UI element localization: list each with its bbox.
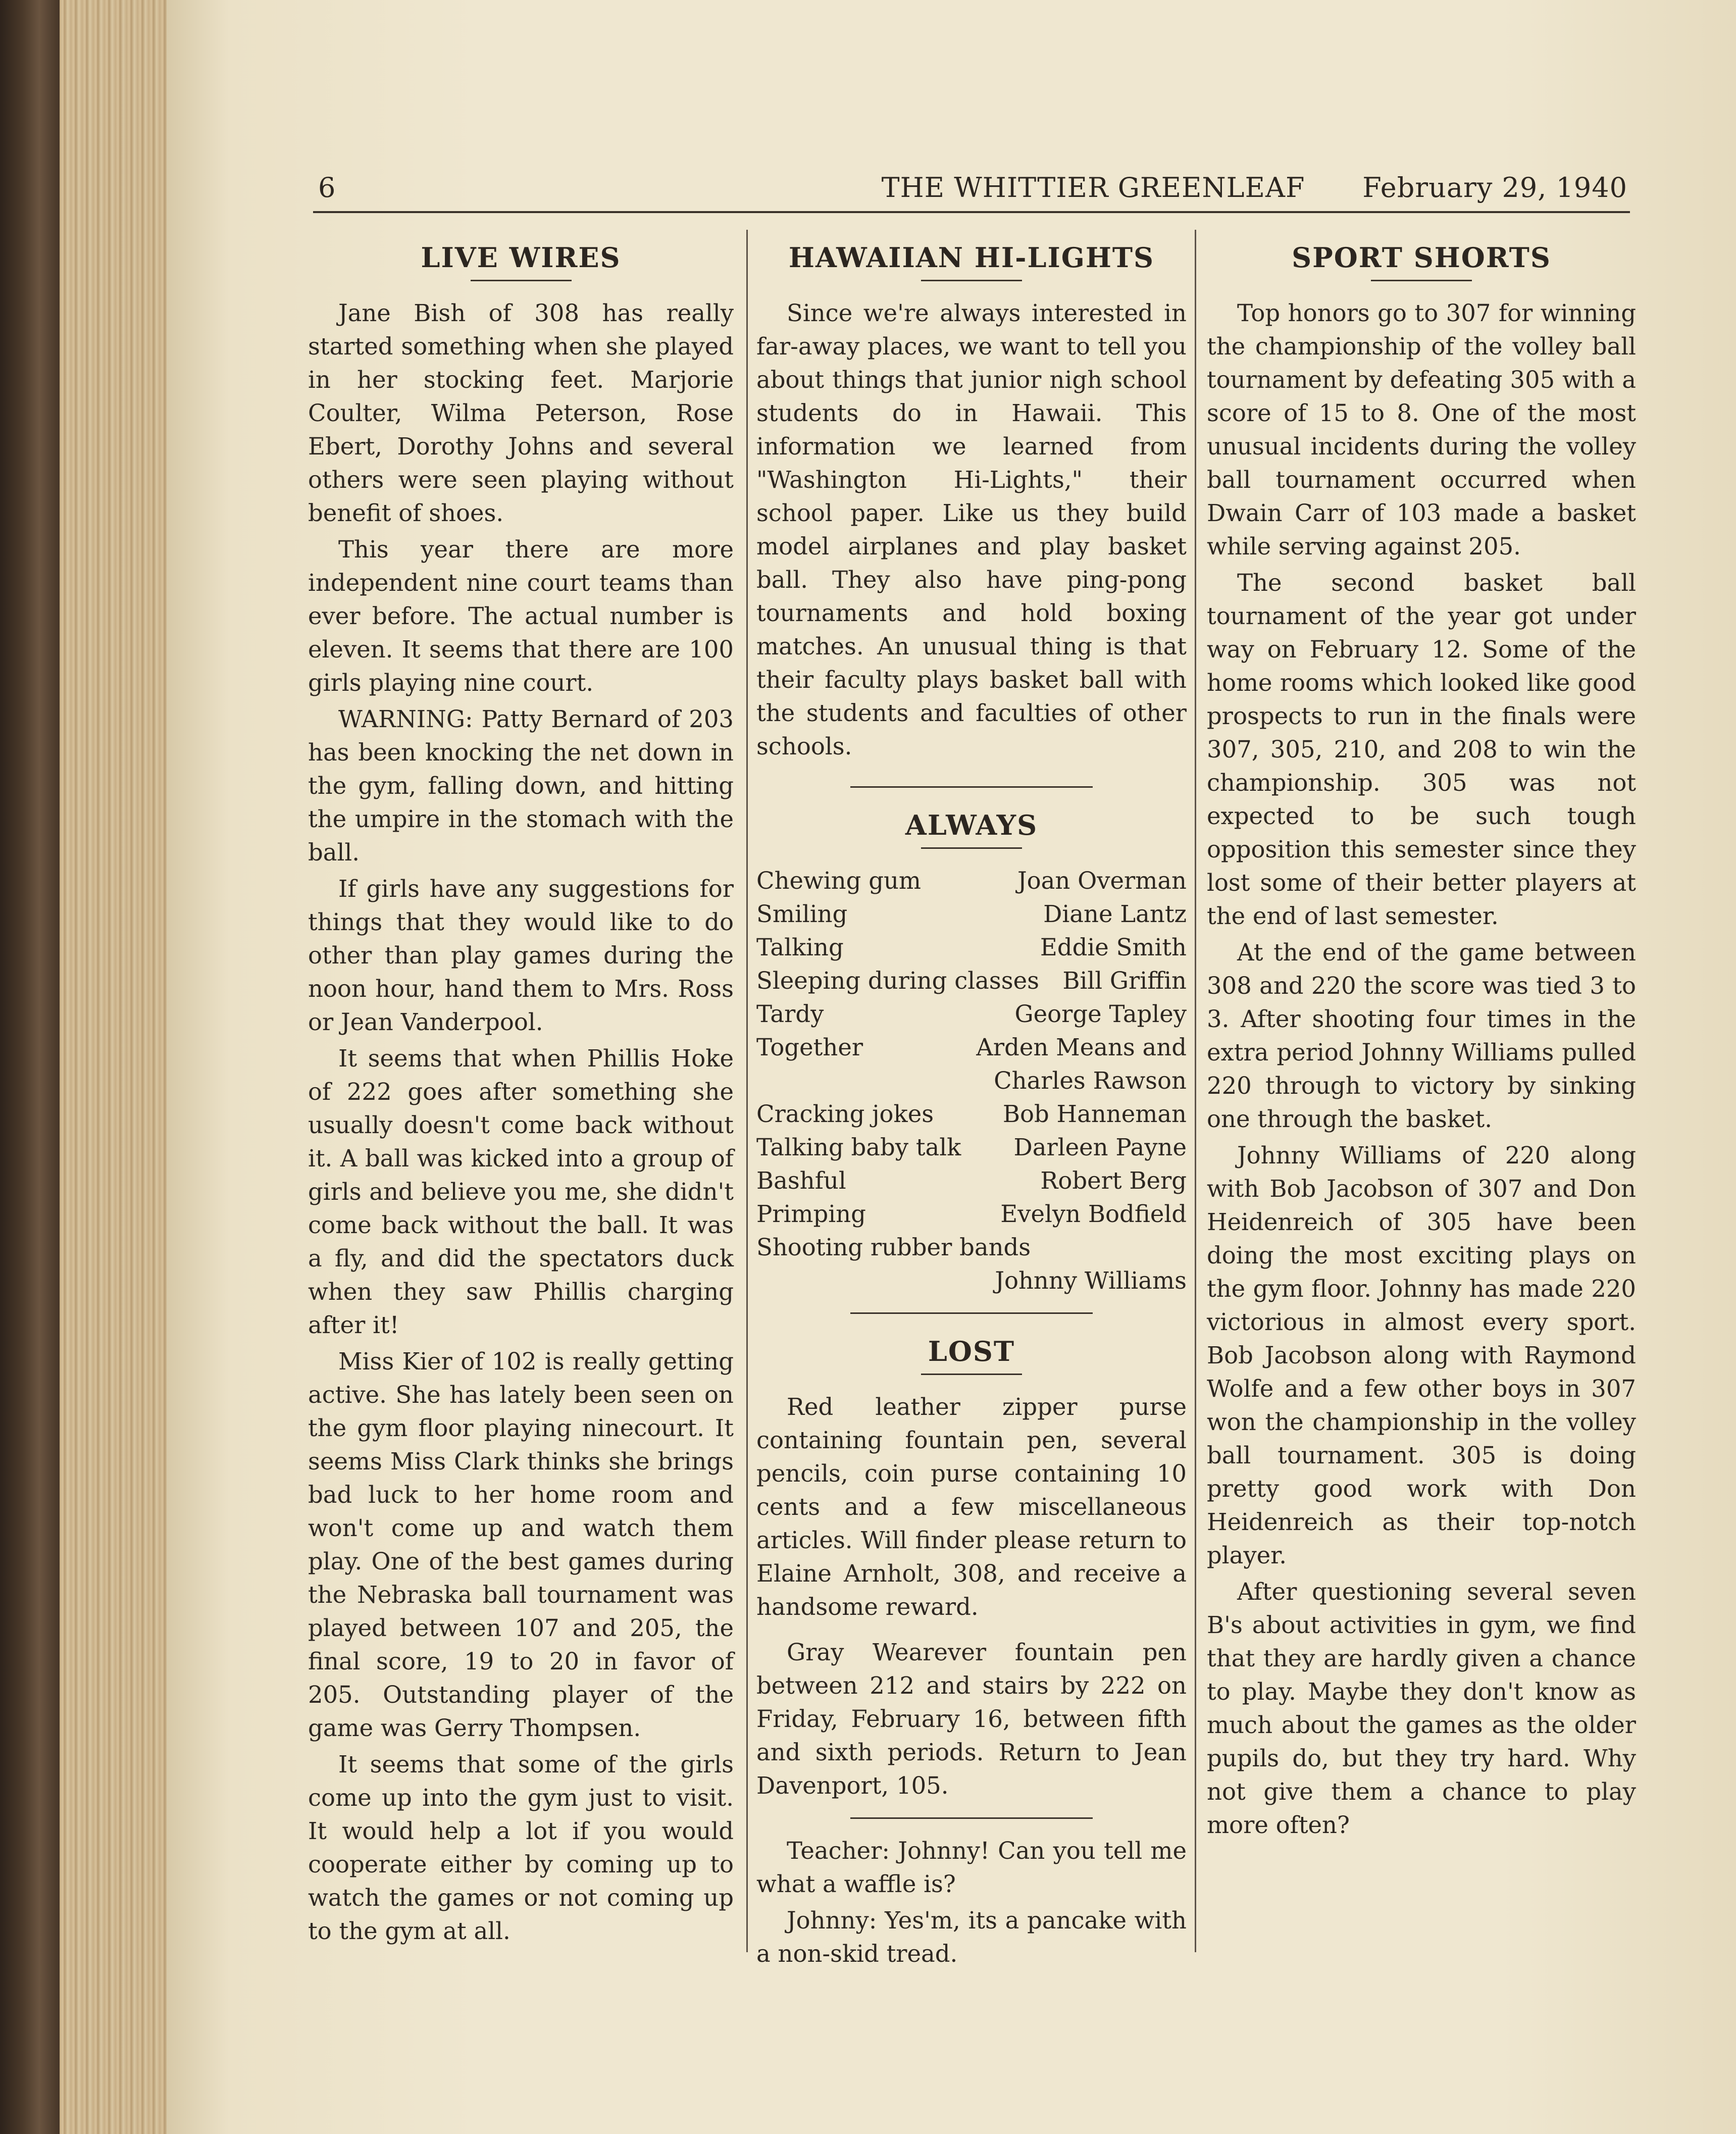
heading-rule: [921, 847, 1022, 849]
section-separator: [850, 1312, 1093, 1314]
article-paragraph: It seems that when Phillis Hoke of 222 goes after something she usually doesn't come back without it. A ball was kicked into a group of girls and believe you me, she didn't come back without the ball. It was a fly, and did the spectators duck when they saw Phillis charging after it!: [308, 1045, 734, 1339]
heading-rule: [1371, 280, 1472, 281]
lost-item-notice: Red leather zipper purse containing fountain pen, several pencils, coin purse containing 10 cents and a few miscellaneous articles. Will finder please return to Elaine Arnholt, 308, and receive a handsome reward.: [756, 1393, 1187, 1620]
page-number: 6: [318, 172, 336, 204]
article-paragraph: Johnny Williams of 220 along with Bob Jacobson of 307 and Don Heidenreich of 305 have been doing the most exciting plays on the gym floor. Johnny has made 220 victorious in almost every sport. Bob Jacobson along with Raymond Wolfe and a few other boys in 307 won the championship in the volley ball tournament. 305 is doing pretty good work with Don Heidenreich as their top-notch player.: [1207, 1142, 1636, 1569]
section-heading-hawaiian: HAWAIIAN HI-LIGHTS: [788, 241, 1155, 274]
heading-rule: [921, 280, 1022, 281]
list-item: Bashful Robert Berg: [756, 1167, 1187, 1194]
article-paragraph: Since we're always interested in far-away places, we want to tell you about things that junior nigh school students do in Hawaii. This information we learned from "Washington Hi-Lights," their school paper. Like us they build model airplanes and play basket ball. They also have ping-pong tournaments and hold boxing matches. An unusual thing is that their faculty plays basket ball with the students and faculties of other schools.: [756, 299, 1187, 760]
lost-item-notice: Gray Wearever fountain pen between 212 and stairs by 222 on Friday, February 16, between fifth and sixth periods. Return to Jean Davenport, 105.: [756, 1639, 1187, 1799]
heading-rule: [471, 280, 572, 281]
list-item: Cracking jokes Bob Hanneman: [756, 1100, 1187, 1128]
joke-line: Teacher: Johnny! Can you tell me what a waffle is?: [756, 1837, 1187, 1898]
article-paragraph: The second basket ball tournament of the year got under way on February 12. Some of the home rooms which looked like good prospects to run in the finals were 307, 305, 210, and 208 to win the championship. 305 was not expected to be such tough opposition this semester since they lost some of their better players at the end of last semester.: [1207, 569, 1636, 930]
article-paragraph: It seems that some of the girls come up into the gym just to visit. It would help a lot if you would cooperate either by coming up to watch the games or not coming up to the gym at all.: [308, 1751, 734, 1945]
article-paragraph: Miss Kier of 102 is really getting active. She has lately been seen on the gym floor playing ninecourt. It seems Miss Clark thinks she brings bad luck to her home room and won't come up and watch them play. One of the best games during the Nebraska ball tournament was played between 107 and 205, the final score, 19 to 20 in favor of 205. Outstanding player of the game was Gerry Thompsen.: [308, 1348, 734, 1742]
header-rule: [313, 211, 1630, 213]
article-paragraph: At the end of the game between 308 and 220 the score was tied 3 to 3. After shooting four times in the extra period Johnny Williams pulled 220 through to victory by sinking one through the basket.: [1207, 939, 1636, 1133]
article-paragraph: Jane Bish of 308 has really started something when she played in her stocking feet. Marjorie Coulter, Wilma Peterson, Rose Ebert, Dorothy Johns and several others were seen playing without benefit of shoes.: [308, 299, 734, 527]
list-item: Chewing gum Joan Overman: [756, 867, 1187, 894]
article-paragraph: WARNING: Patty Bernard of 203 has been knocking the net down in the gym, falling down, and hitting the umpire in the stomach with the ball.: [308, 705, 734, 866]
list-item: Sleeping during classes Bill Griffin: [756, 967, 1187, 994]
page-edges: [60, 0, 176, 2134]
list-item: Tardy George Tapley: [756, 1000, 1187, 1028]
column-live-wires: [308, 237, 734, 1951]
issue-date: February 29, 1940: [1362, 172, 1627, 204]
column-divider: [1195, 230, 1196, 1952]
section-heading-always: ALWAYS: [905, 809, 1038, 841]
section-heading-sport-shorts: SPORT SHORTS: [1292, 241, 1551, 274]
article-paragraph: Top honors go to 307 for winning the championship of the volley ball tournament by defeating 305 with a score of 15 to 8. One of the most unusual incidents during the volley ball tournament occurred when Dwain Carr of 103 made a basket while serving against 205.: [1207, 299, 1636, 560]
always-list: [756, 864, 1187, 1297]
newspaper-title: THE WHITTIER GREENLEAF: [881, 172, 1305, 204]
column-divider: [746, 230, 748, 1952]
newspaper-page: [167, 0, 1736, 2134]
article-paragraph: This year there are more independent nine court teams than ever before. The actual number is eleven. It seems that there are 100 girls playing nine court.: [308, 536, 734, 696]
joke-line: Johnny: Yes'm, its a pancake with a non-skid tread.: [756, 1907, 1187, 1967]
column-sport-shorts: [1207, 237, 1636, 1845]
article-paragraph: After questioning several seven B's about activities in gym, we find that they are hardly given a chance to play. Maybe they don't know as much about the games as the older pupils do, but they try hard. Why not give them a chance to play more often?: [1207, 1578, 1636, 1839]
book-binding: [0, 0, 66, 2134]
list-item: Shooting rubber bands Johnny Williams: [756, 1234, 1187, 1294]
list-item: Primping Evelyn Bodfield: [756, 1200, 1187, 1228]
section-heading-lost: LOST: [928, 1335, 1015, 1367]
list-item: Talking baby talk Darleen Payne: [756, 1134, 1187, 1161]
section-separator: [850, 1817, 1093, 1819]
article-paragraph: If girls have any suggestions for things that they would like to do other than play games during the noon hour, hand them to Mrs. Ross or Jean Vanderpool.: [308, 875, 734, 1036]
column-hawaiian-always-lost: [756, 237, 1187, 1973]
heading-rule: [921, 1374, 1022, 1375]
list-item: Together Arden Means and Charles Rawson: [756, 1034, 1187, 1094]
section-heading-live-wires: LIVE WIRES: [421, 241, 621, 274]
section-separator: [850, 786, 1093, 788]
list-item: Talking Eddie Smith: [756, 934, 1187, 961]
list-item: Smiling Diane Lantz: [756, 900, 1187, 928]
